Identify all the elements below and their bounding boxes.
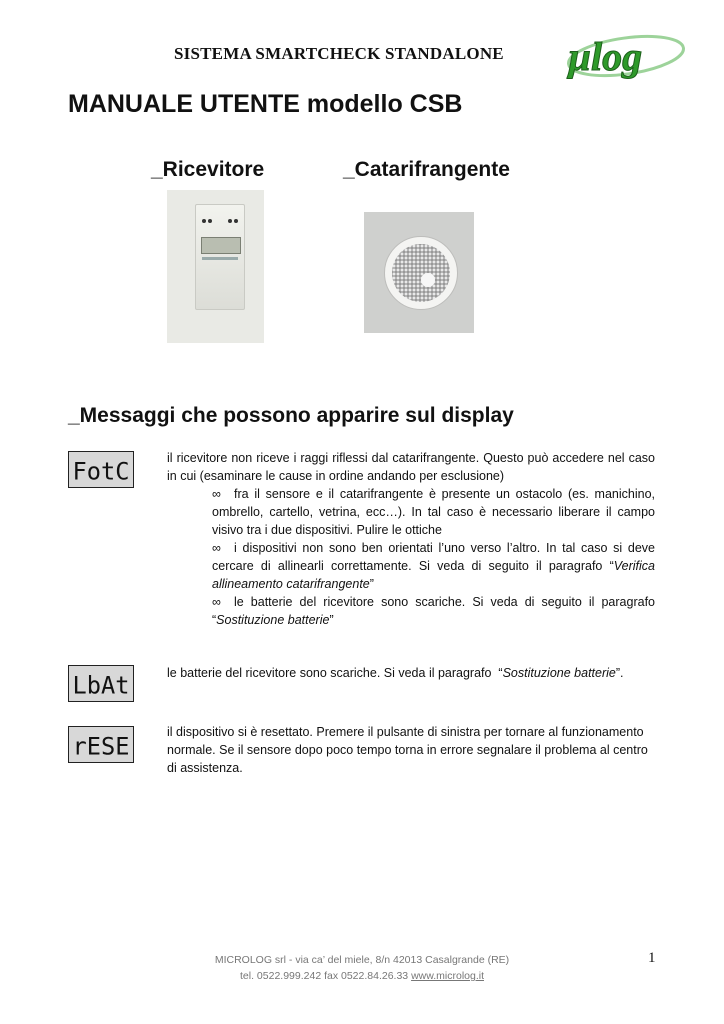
- page-number: 1: [648, 950, 656, 966]
- document-title: MANUALE UTENTE modello CSB: [68, 90, 463, 118]
- reference-link: Sostituzione batterie: [502, 666, 616, 680]
- company-logo: [560, 30, 688, 82]
- message-lbat-text: le batterie del ricevitore sono scariche. Si veda il paragrafo “Sostituzione batterie”.: [167, 666, 624, 680]
- message-rese-text: il dispositivo si è resettato. Premere il pulsante di sinistra per tornare al funzionamento normale. Se il sensore dopo poco tempo torna in errore segnalare il problema al centro di assistenza.: [167, 725, 648, 775]
- reference-link: Sostituzione batterie: [216, 613, 330, 627]
- header-title: SISTEMA SMARTCHECK STANDALONE: [174, 44, 504, 63]
- reflector-photo: [364, 212, 474, 333]
- infinity-bullet-icon: ∞: [212, 487, 221, 501]
- footer-address: MICROLOG srl - via ca’ del miele, 8/n 42013 Casalgrande (RE): [214, 954, 510, 966]
- lcd-code-lbat: [68, 665, 134, 702]
- svg-text:µlog: µlog: [568, 34, 643, 79]
- message-fotc-intro: il ricevitore non riceve i raggi riflessi dal catarifrangente. Questo può accedere nel caso in cui (esaminare le cause in ordine andando per esclusione): [167, 451, 655, 483]
- footer-contacts: tel. 0522.999.242 fax 0522.84.26.33 www.microlog.it: [240, 970, 484, 982]
- message-fotc-bullet-1: ∞ fra il sensore e il catarifrangente è presente un ostacolo (es. manichino, ombrello, cartello, vetrina, ecc…). In tal caso è necessario liberare il campo visivo tra i due dispositivi. Pulire le ottiche: [212, 487, 655, 537]
- lcd-code-text: FotC: [72, 457, 130, 486]
- website-link[interactable]: www.microlog.it: [411, 970, 484, 982]
- message-fotc-bullet-3: ∞ le batterie del ricevitore sono scariche. Si veda di seguito il paragrafo “Sostituzione batterie”: [212, 595, 655, 627]
- infinity-bullet-icon: ∞: [212, 595, 221, 609]
- infinity-bullet-icon: ∞: [212, 541, 221, 555]
- reflector-label: _Catarifrangente: [343, 158, 510, 181]
- message-fotc-bullet-2: ∞ i dispositivi non sono ben orientati l’uno verso l’altro. In tal caso si deve cercare di allinearli correttamente. Si veda di seguito il paragrafo “Verifica allineamento catarifrangente”: [212, 541, 655, 591]
- messages-heading: _Messaggi che possono apparire sul display: [68, 404, 514, 427]
- receiver-label: _Ricevitore: [151, 158, 265, 181]
- lcd-code-text: LbAt: [72, 671, 130, 700]
- footer: [0, 952, 724, 984]
- reference-link: Verifica allineamento catarifrangente: [212, 559, 655, 591]
- receiver-photo: [167, 190, 264, 343]
- lcd-code-rese: [68, 726, 134, 763]
- lcd-code-text: rESE: [72, 732, 130, 761]
- lcd-code-fotc: [68, 451, 134, 488]
